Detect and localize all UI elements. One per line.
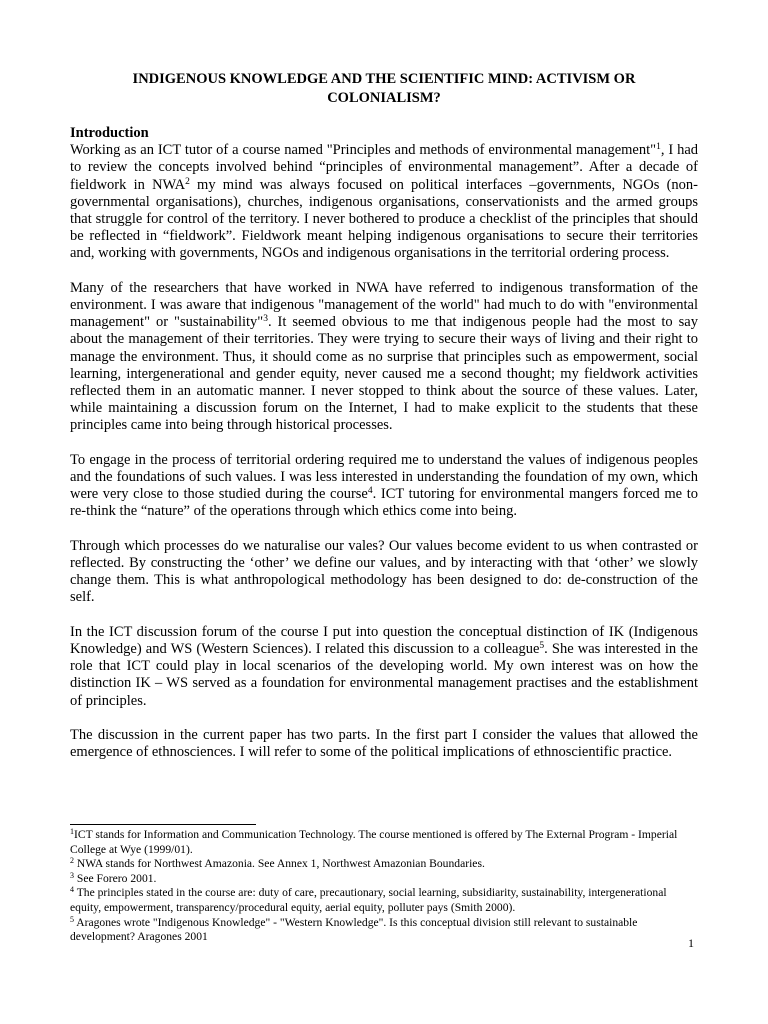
paragraph-3-text-b: . ICT tutoring for environmental mangers forced me to re-think the “nature” of the operations through which ethics come into being. <box>70 486 699 520</box>
footnote-1 <box>70 828 698 857</box>
paragraph-2 <box>70 280 698 435</box>
paragraph-1-text-a: Working as an ICT tutor of a course named "Principles and methods of environmental management" <box>70 142 657 159</box>
section-heading-introduction: Introduction <box>70 125 149 141</box>
footnote-ref-3[interactable]: 3 <box>263 314 268 325</box>
footnote-3-number: 3 <box>70 870 74 880</box>
footnote-5 <box>70 916 698 945</box>
footnote-ref-2[interactable]: 2 <box>185 176 190 187</box>
footnotes <box>70 828 698 945</box>
paragraph-1-text-b: , I had to review the concepts involved behind “principles of environmental management”. After a decade of fieldwork in NWA <box>70 142 699 193</box>
paper-title <box>70 70 698 108</box>
footnote-4-text: The principles stated in the course are: duty of care, precautionary, social learning, subsidiarity, sustainability, intergenerational equity, empowerment, transparency/procedural equity, aerial equity, polluter pays (Smith 2000). <box>70 886 667 914</box>
footnote-3 <box>70 872 698 887</box>
paragraph-3 <box>70 452 698 521</box>
page-number: 1 <box>688 936 694 950</box>
footnote-1-text: ICT stands for Information and Communication Technology. The course mentioned is offered by The External Program - Imperial College at Wye (1999/01). <box>70 828 678 856</box>
footnote-2-text: NWA stands for Northwest Amazonia. See Annex 1, Northwest Amazonian Boundaries. <box>74 857 485 871</box>
paragraph-5 <box>70 624 698 710</box>
body-text <box>70 125 698 779</box>
footnote-4 <box>70 886 698 915</box>
footnote-1-number: 1 <box>70 827 74 836</box>
paragraph-2-text-a: Many of the researchers that have worked in NWA have referred to indigenous transformation of the environment. I was aware that indigenous "management of the world" had much to do with "environmental management" or "sustainability" <box>70 279 698 331</box>
footnote-ref-1[interactable]: 1 <box>656 142 661 153</box>
footnote-5-number: 5 <box>70 914 74 924</box>
footnote-2-number: 2 <box>70 856 74 866</box>
footnote-ref-5[interactable]: 5 <box>539 641 545 652</box>
footnote-4-number: 4 <box>70 885 74 895</box>
paragraph-3-text-a: To engage in the process of territorial ordering required me to understand the values of indigenous peoples and the foundations of such values. I was less interested in understanding the foundation of my own, which were very close to those studied during the course <box>70 451 698 503</box>
paragraph-1-text-c: my mind was always focused on political interfaces –governments, NGOs (non-governmental organisations), churches, indigenous organisations, conservationists and the armed groups that struggle for control of the territory. I never bothered to produce a checklist of the principles that should be reflected in “fieldwork”. Fieldwork meant helping indigenous organisations to secure their territories and, working with governments, NGOs and indigenous organisations in the territorial ordering process. <box>70 176 698 262</box>
footnote-ref-4[interactable]: 4 <box>367 486 373 497</box>
paragraph-1 <box>70 142 698 262</box>
title-line-2: COLONIALISM? <box>327 90 441 106</box>
footnote-3-text: See Forero 2001. <box>74 871 157 885</box>
title-line-1: INDIGENOUS KNOWLEDGE AND THE SCIENTIFIC MIND: ACTIVISM OR <box>132 71 636 87</box>
paragraph-5-text-b: . She was interested in the role that ICT could play in local scenarios of the developing world. My own interest was on how the distinction IK – WS served as a foundation for environmental management practises and the establishment of principles. <box>70 641 698 709</box>
paragraph-5-text-a: In the ICT discussion forum of the course I put into question the conceptual distinction of IK (Indigenous Knowledge) and WS (Western Sciences). I related this discussion to a colleague <box>70 623 698 658</box>
paragraph-4: Through which processes do we naturalise our vales? Our values become evident to us when contrasted or reflected. By constructing the ‘other’ we define our values, and by interacting with that ‘other’ we slowly change them. This is what anthropological methodology has been designed to do: de-construction of the self. <box>70 537 698 606</box>
paragraph-2-text-b: . It seemed obvious to me that indigenous people had the most to say about the management of their territories. They were trying to secure their ways of living and their right to manage the environment. Thus, it should come as no surprise that principles such as empowerment, social learning, intergenerational and gender equity, never caused me a second thought; my fieldwork activities reflected them in an automatic manner. I never stopped to think about the source of these values. Later, while maintaining a discussion forum on the Internet, I had to make explicit to the students that these principles came into being through historical processes. <box>70 314 698 434</box>
footnote-5-text: Aragones wrote "Indigenous Knowledge" - "Western Knowledge". Is this conceptual division still relevant to sustainable development? Aragones 2001 <box>70 915 638 944</box>
footnote-separator <box>70 824 256 825</box>
paragraph-6: The discussion in the current paper has two parts. In the first part I consider the values that allowed the emergence of ethnosciences. I will refer to some of the political implications of ethnoscientific practice. <box>70 727 698 761</box>
footnote-2 <box>70 857 698 872</box>
